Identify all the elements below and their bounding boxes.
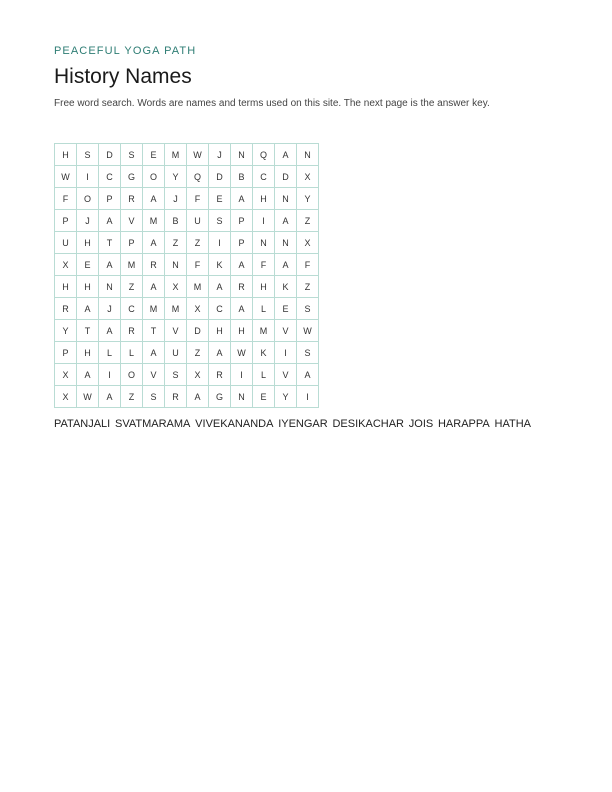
grid-cell: W xyxy=(55,166,77,188)
word-list-item: SVATMARAMA xyxy=(115,418,191,430)
grid-cell: N xyxy=(253,232,275,254)
grid-cell: A xyxy=(99,210,121,232)
grid-cell: O xyxy=(77,188,99,210)
grid-cell: V xyxy=(275,364,297,386)
grid-cell: Z xyxy=(165,232,187,254)
grid-cell: S xyxy=(77,144,99,166)
grid-cell: M xyxy=(143,210,165,232)
grid-cell: J xyxy=(209,144,231,166)
grid-cell: R xyxy=(143,254,165,276)
grid-cell: X xyxy=(165,276,187,298)
grid-cell: D xyxy=(187,320,209,342)
grid-cell: K xyxy=(209,254,231,276)
grid-cell: P xyxy=(99,188,121,210)
grid-cell: O xyxy=(121,364,143,386)
grid-cell: B xyxy=(165,210,187,232)
site-brand: PEACEFUL YOGA PATH xyxy=(54,45,197,57)
grid-cell: K xyxy=(275,276,297,298)
grid-cell: H xyxy=(55,144,77,166)
grid-cell: A xyxy=(77,364,99,386)
grid-row xyxy=(55,342,319,364)
grid-cell: F xyxy=(55,188,77,210)
grid-cell: X xyxy=(55,364,77,386)
grid-cell: O xyxy=(143,166,165,188)
grid-cell: H xyxy=(253,276,275,298)
grid-cell: W xyxy=(297,320,319,342)
grid-cell: M xyxy=(165,298,187,320)
grid-cell: N xyxy=(165,254,187,276)
grid-cell: X xyxy=(55,386,77,408)
grid-row xyxy=(55,320,319,342)
grid-cell: S xyxy=(297,298,319,320)
grid-cell: F xyxy=(187,254,209,276)
grid-cell: A xyxy=(231,254,253,276)
grid-cell: D xyxy=(99,144,121,166)
grid-cell: E xyxy=(253,386,275,408)
word-list-item: HARAPPA xyxy=(437,418,490,430)
grid-cell: E xyxy=(143,144,165,166)
grid-cell: U xyxy=(55,232,77,254)
grid-cell: X xyxy=(297,232,319,254)
grid-cell: R xyxy=(231,276,253,298)
grid-cell: A xyxy=(297,364,319,386)
worksheet-page xyxy=(54,44,558,431)
grid-cell: Z xyxy=(121,276,143,298)
grid-cell: X xyxy=(187,364,209,386)
grid-cell: V xyxy=(165,320,187,342)
grid-cell: A xyxy=(275,254,297,276)
grid-cell: X xyxy=(55,254,77,276)
grid-cell: E xyxy=(77,254,99,276)
page-title: History Names xyxy=(54,65,192,88)
grid-cell: I xyxy=(253,210,275,232)
grid-cell: I xyxy=(297,386,319,408)
grid-cell: J xyxy=(77,210,99,232)
grid-cell: H xyxy=(209,320,231,342)
grid-cell: N xyxy=(297,144,319,166)
grid-cell: N xyxy=(231,386,253,408)
grid-cell: H xyxy=(253,188,275,210)
grid-cell: L xyxy=(253,364,275,386)
grid-cell: I xyxy=(231,364,253,386)
grid-cell: P xyxy=(55,342,77,364)
grid-cell: A xyxy=(99,320,121,342)
grid-cell: D xyxy=(209,166,231,188)
grid-cell: J xyxy=(99,298,121,320)
grid-cell: A xyxy=(209,342,231,364)
grid-cell: C xyxy=(253,166,275,188)
grid-cell: Y xyxy=(275,386,297,408)
grid-cell: I xyxy=(99,364,121,386)
grid-row xyxy=(55,386,319,408)
grid-cell: F xyxy=(187,188,209,210)
grid-cell: Q xyxy=(187,166,209,188)
grid-cell: L xyxy=(99,342,121,364)
grid-cell: X xyxy=(187,298,209,320)
grid-cell: X xyxy=(297,166,319,188)
grid-cell: I xyxy=(209,232,231,254)
grid-cell: L xyxy=(253,298,275,320)
grid-cell: I xyxy=(275,342,297,364)
grid-cell: L xyxy=(121,342,143,364)
grid-cell: A xyxy=(99,254,121,276)
grid-cell: P xyxy=(231,232,253,254)
grid-cell: R xyxy=(209,364,231,386)
grid-cell: Y xyxy=(55,320,77,342)
grid-cell: A xyxy=(187,386,209,408)
grid-cell: A xyxy=(143,276,165,298)
grid-cell: N xyxy=(275,232,297,254)
grid-cell: Y xyxy=(297,188,319,210)
grid-cell: I xyxy=(77,166,99,188)
grid-cell: S xyxy=(165,364,187,386)
grid-cell: E xyxy=(209,188,231,210)
grid-cell: A xyxy=(275,210,297,232)
grid-cell: M xyxy=(165,144,187,166)
grid-cell: Z xyxy=(187,342,209,364)
grid-cell: N xyxy=(231,144,253,166)
grid-cell: F xyxy=(297,254,319,276)
grid-cell: U xyxy=(187,210,209,232)
grid-cell: H xyxy=(77,342,99,364)
grid-cell: E xyxy=(275,298,297,320)
grid-cell: Z xyxy=(297,210,319,232)
grid-cell: R xyxy=(165,386,187,408)
grid-cell: Z xyxy=(297,276,319,298)
grid-cell: A xyxy=(209,276,231,298)
grid-row xyxy=(55,276,319,298)
grid-cell: P xyxy=(121,232,143,254)
grid-cell: H xyxy=(231,320,253,342)
grid-cell: A xyxy=(275,144,297,166)
grid-cell: S xyxy=(209,210,231,232)
grid-cell: W xyxy=(187,144,209,166)
grid-cell: Q xyxy=(253,144,275,166)
grid-cell: D xyxy=(275,166,297,188)
word-list-item: HATHA xyxy=(494,418,531,430)
grid-cell: M xyxy=(143,298,165,320)
grid-cell: M xyxy=(253,320,275,342)
grid-cell: G xyxy=(209,386,231,408)
grid-cell: R xyxy=(121,320,143,342)
grid-cell: K xyxy=(253,342,275,364)
grid-cell: N xyxy=(275,188,297,210)
word-list-item: DESIKACHAR xyxy=(332,418,404,430)
grid-cell: A xyxy=(99,386,121,408)
grid-cell: H xyxy=(77,232,99,254)
word-list-item: VIVEKANANDA xyxy=(195,418,274,430)
grid-cell: G xyxy=(121,166,143,188)
grid-cell: A xyxy=(77,298,99,320)
word-list xyxy=(54,418,531,431)
grid-cell: C xyxy=(209,298,231,320)
grid-cell: C xyxy=(121,298,143,320)
grid-cell: R xyxy=(55,298,77,320)
grid-cell: N xyxy=(99,276,121,298)
grid-cell: V xyxy=(121,210,143,232)
grid-cell: Z xyxy=(187,232,209,254)
grid-row xyxy=(55,232,319,254)
grid-row xyxy=(55,254,319,276)
grid-cell: A xyxy=(143,342,165,364)
grid-row xyxy=(55,364,319,386)
word-list-item: PATANJALI xyxy=(54,418,111,430)
grid-cell: A xyxy=(143,188,165,210)
grid-cell: W xyxy=(77,386,99,408)
grid-cell: A xyxy=(231,298,253,320)
word-list-item: IYENGAR xyxy=(278,418,328,430)
grid-cell: P xyxy=(231,210,253,232)
grid-cell: S xyxy=(297,342,319,364)
grid-cell: T xyxy=(143,320,165,342)
grid-row xyxy=(55,166,319,188)
grid-cell: T xyxy=(99,232,121,254)
grid-cell: V xyxy=(143,364,165,386)
grid-cell: S xyxy=(143,386,165,408)
grid-cell: J xyxy=(165,188,187,210)
grid-cell: T xyxy=(77,320,99,342)
grid-cell: A xyxy=(231,188,253,210)
grid-cell: A xyxy=(143,232,165,254)
grid-cell: V xyxy=(275,320,297,342)
grid-cell: M xyxy=(187,276,209,298)
grid-cell: Z xyxy=(121,386,143,408)
grid-cell: U xyxy=(165,342,187,364)
grid-cell: P xyxy=(55,210,77,232)
grid-cell: S xyxy=(121,144,143,166)
grid-cell: C xyxy=(99,166,121,188)
grid-cell: M xyxy=(121,254,143,276)
grid-row xyxy=(55,210,319,232)
word-search-grid xyxy=(54,143,319,408)
grid-row xyxy=(55,188,319,210)
grid-cell: R xyxy=(121,188,143,210)
grid-cell: F xyxy=(253,254,275,276)
grid-row xyxy=(55,298,319,320)
grid-cell: H xyxy=(55,276,77,298)
word-list-item: JOIS xyxy=(408,418,434,430)
grid-cell: W xyxy=(231,342,253,364)
grid-cell: H xyxy=(77,276,99,298)
grid-cell: B xyxy=(231,166,253,188)
grid-cell: Y xyxy=(165,166,187,188)
grid-row xyxy=(55,144,319,166)
page-subtitle: Free word search. Words are names and terms used on this site. The next page is the answer key. xyxy=(54,98,490,109)
